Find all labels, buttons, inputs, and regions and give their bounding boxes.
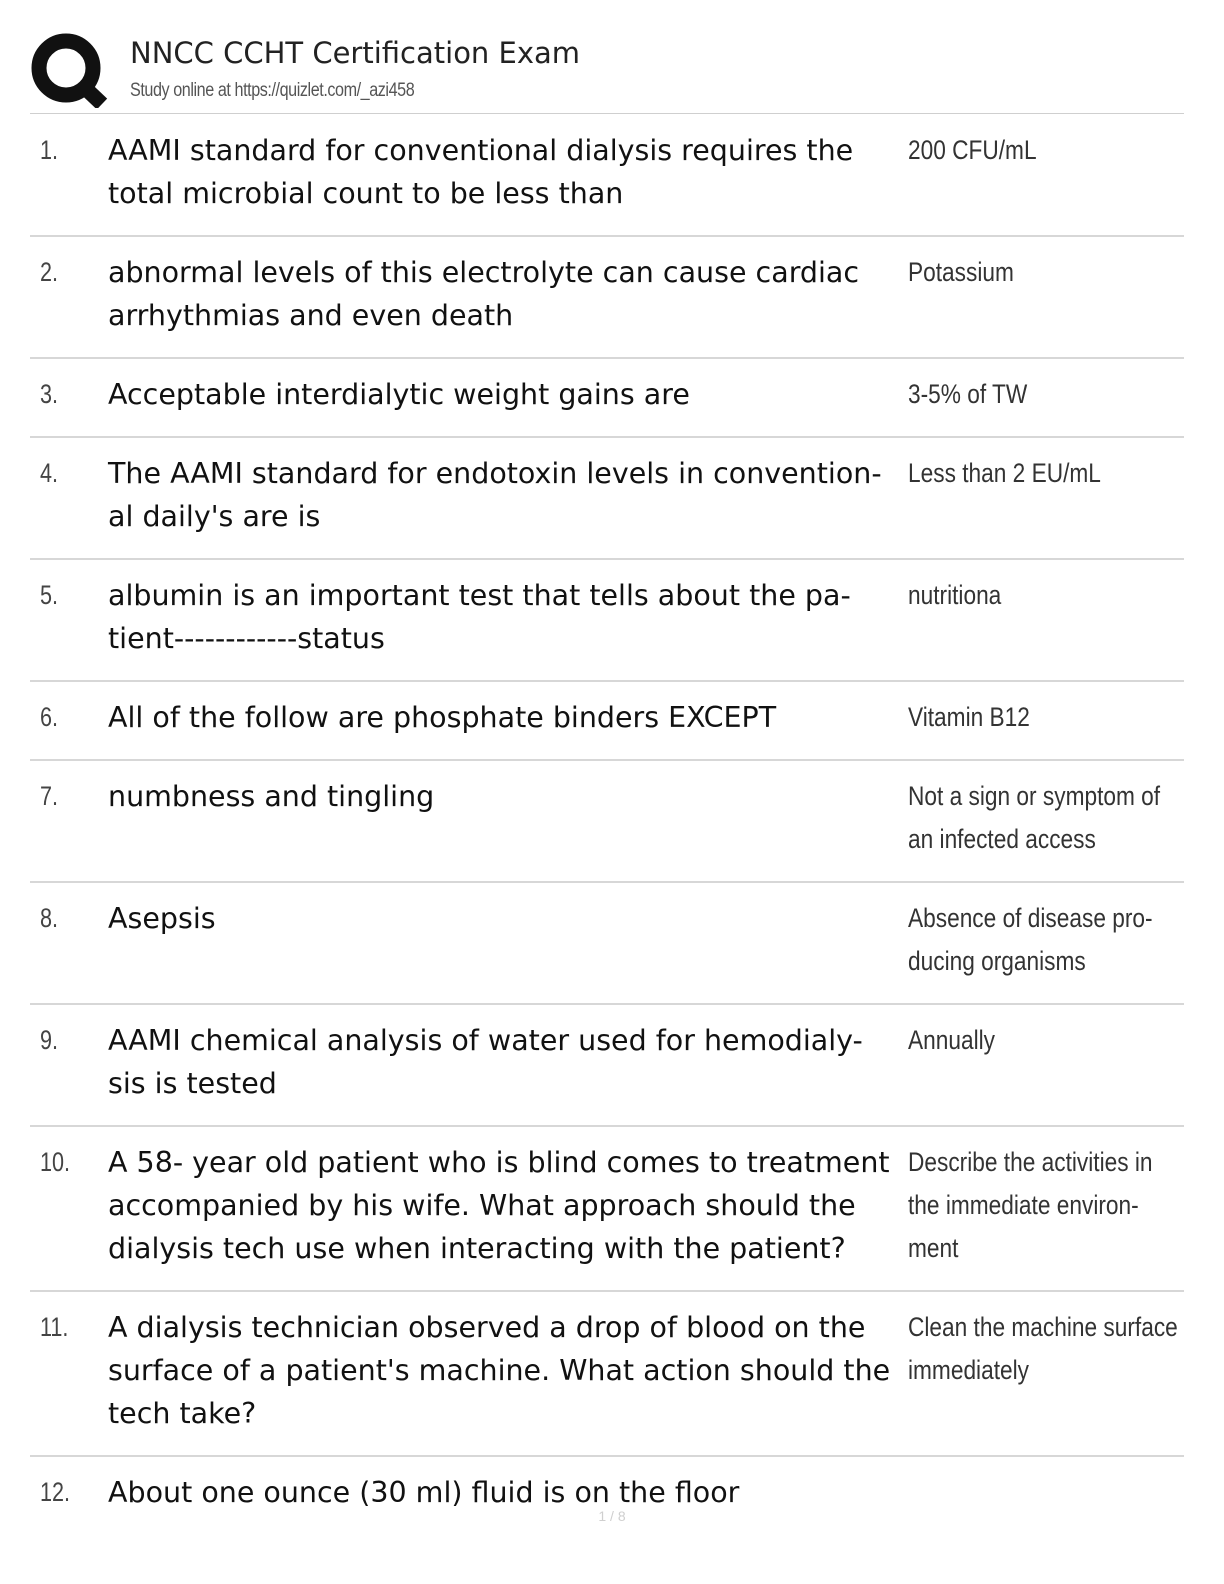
card-number: 8. [40,903,59,933]
card-term: Asepsis [108,902,216,935]
card-row-6 [30,682,1184,761]
card-definition: Not a sign or symptom of an infected access [908,781,1161,854]
card-term: albumin is an important test that tells about the pa-tient------------status [108,579,851,655]
card-definition: Clean the machine surface immediately [908,1312,1178,1385]
card-definition: nutritiona [908,580,1002,610]
card-definition: Absence of disease pro- ducing organisms [908,903,1153,976]
card-number: 11. [40,1312,69,1342]
card-number: 1. [40,135,59,165]
card-term: AAMI standard for conventional dialysis requires the total microbial count to be less than [108,134,854,210]
card-number: 12. [40,1477,71,1507]
card-term: AAMI chemical analysis of water used for hemodialy-sis is tested [108,1024,863,1100]
card-row-3 [30,359,1184,438]
card-term: The AAMI standard for endotoxin levels in convention-al daily's are is [108,457,882,533]
card-row-11 [30,1292,1184,1457]
card-term: All of the follow are phosphate binders EXCEPT [108,701,777,734]
card-number: 3. [40,379,59,409]
card-number: 7. [40,781,59,811]
card-number: 5. [40,580,59,610]
card-term: numbness and tingling [108,780,435,813]
card-row-10 [30,1127,1184,1292]
flashcard-list [30,115,1184,1534]
quizlet-logo-icon [30,30,108,108]
card-definition: Potassium [908,257,1014,287]
page-number: 1 / 8 [598,1508,626,1524]
card-number: 2. [40,257,59,287]
card-term: Acceptable interdialytic weight gains are [108,378,690,411]
card-definition: Annually [908,1025,996,1055]
card-definition: 3-5% of TW [908,379,1028,409]
card-number: 6. [40,702,59,732]
card-row-2 [30,237,1184,359]
card-number: 4. [40,458,59,488]
card-term: abnormal levels of this electrolyte can cause cardiac arrhythmias and even death [108,256,860,332]
card-row-1 [30,115,1184,237]
card-number: 10. [40,1147,71,1177]
card-term: A dialysis technician observed a drop of blood on the surface of a patient's machine. What action should the tech take? [108,1311,891,1430]
card-number: 9. [40,1025,59,1055]
card-row-9 [30,1005,1184,1127]
card-definition: Vitamin B12 [908,702,1030,732]
card-definition: Describe the activities in the immediate environ- ment [908,1147,1153,1263]
card-term: About one ounce (30 ml) fluid is on the floor [108,1476,740,1509]
page-header [30,30,1184,114]
card-definition: Less than 2 EU/mL [908,458,1101,488]
card-row-5 [30,560,1184,682]
card-row-7 [30,761,1184,883]
card-row-4 [30,438,1184,560]
card-definition: 200 CFU/mL [908,135,1037,165]
document-title: NNCC CCHT Certification Exam [130,36,581,70]
card-row-8 [30,883,1184,1005]
card-term: A 58- year old patient who is blind comes to treatment accompanied by his wife. What approach should the dialysis tech use when interacting with the patient? [108,1146,890,1265]
study-online-link[interactable]: Study online at https://quizlet.com/_azi458 [130,80,415,101]
